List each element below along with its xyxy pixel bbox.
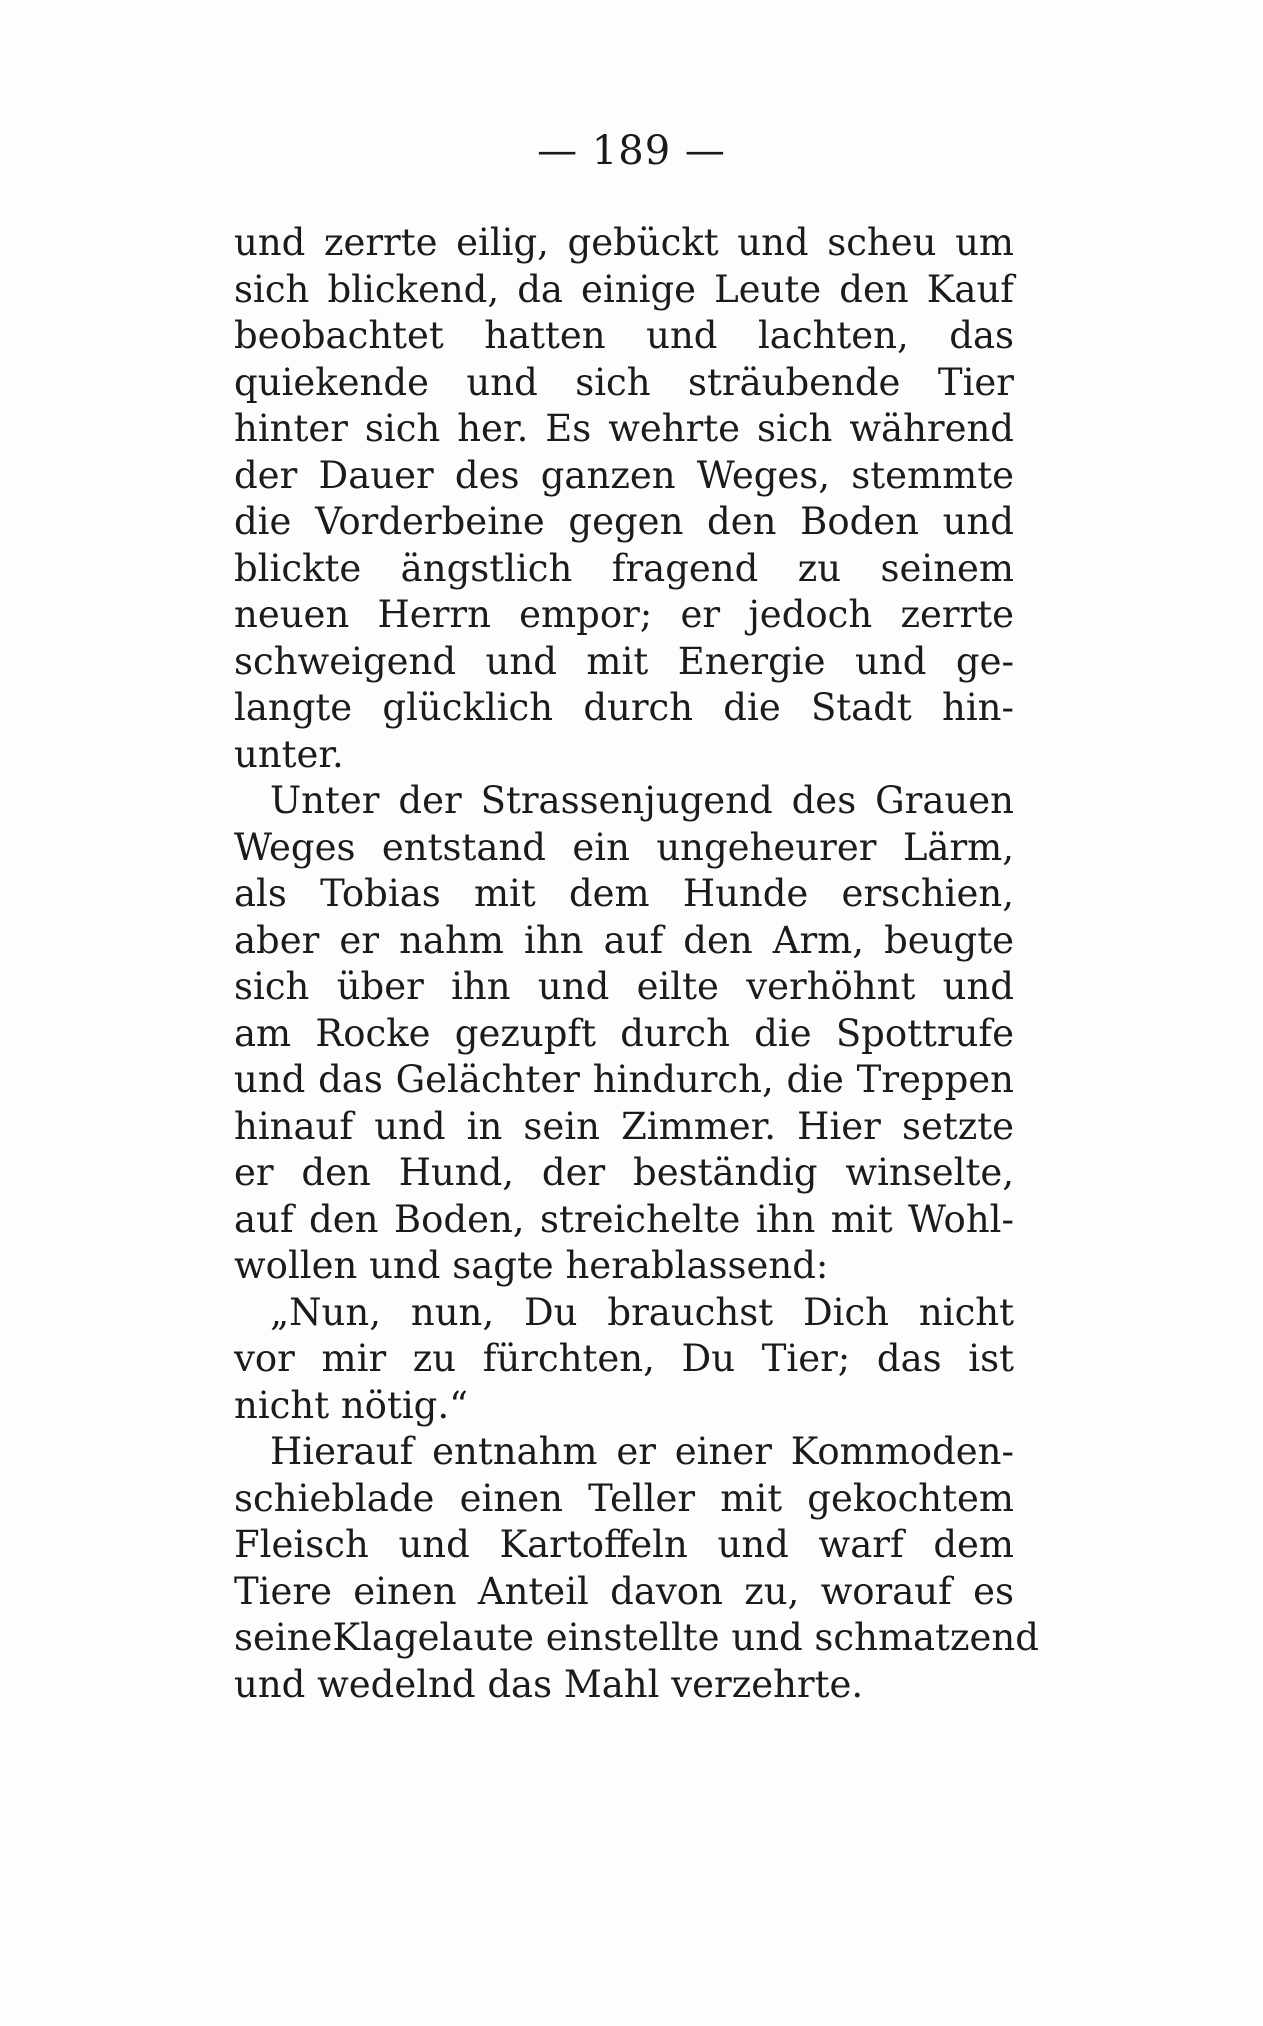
text-line: und wedelnd das Mahl verzehrte. (234, 1662, 864, 1706)
text-line: beobachtet hatten und lachten, das (234, 314, 1014, 357)
text-line: Fleisch und Kartoffeln und warf dem (234, 1523, 1014, 1566)
paragraph-1 (234, 220, 1014, 778)
text-line: der Dauer des ganzen Weges, stemmte (234, 453, 1014, 497)
text-line: blickte ängstlich fragend zu seinem (234, 546, 1014, 590)
paragraph-4 (234, 1429, 1039, 1708)
text-line: als Tobias mit dem Hunde erschien, (234, 872, 1014, 915)
text-line: schweigend und mit Energie und ge- (234, 639, 1014, 683)
text-line: unter. (234, 732, 344, 776)
paragraph-3 (234, 1290, 1014, 1430)
text-line: nicht nötig.“ (234, 1383, 469, 1427)
text-line: Hierauf entnahm er einer Kommoden- (270, 1430, 1014, 1473)
text-line: am Rocke gezupft durch die Spottrufe (234, 1011, 1014, 1055)
text-line: langte glücklich durch die Stadt hin- (234, 686, 1014, 729)
text-line: neuen Herrn empor; er jedoch zerrte (234, 593, 1014, 636)
text-line: Unter der Strassenjugend des Grauen (270, 779, 1014, 822)
text-line: und zerrte eilig, gebückt und scheu um (234, 221, 1014, 264)
text-line: wollen und sagte herablassend: (234, 1244, 829, 1287)
text-line: er den Hund, der beständig winselte, (234, 1151, 1014, 1194)
text-line: quiekende und sich sträubende Tier (234, 360, 1014, 404)
paragraph-2 (234, 778, 1014, 1290)
text-line: sich über ihn und eilte verhöhnt und (234, 965, 1014, 1008)
page-number: — 189 — (537, 128, 726, 174)
text-line: aber er nahm ihn auf den Arm, beugte (234, 918, 1014, 962)
text-line: hinter sich her. Es wehrte sich während (234, 407, 1014, 450)
text-line: Weges entstand ein ungeheurer Lärm, (234, 825, 1014, 869)
text-line: hinauf und in sein Zimmer. Hier setzte (234, 1104, 1014, 1148)
body-text (234, 220, 1039, 1708)
text-line: „Nun, nun, Du brauchst Dich nicht (270, 1290, 1014, 1334)
text-line: vor mir zu fürchten, Du Tier; das ist (234, 1337, 1014, 1380)
text-line: sich blickend, da einige Leute den Kauf (234, 267, 1014, 311)
text-line: seineKlagelaute einstellte und schmatzend (234, 1616, 1039, 1659)
text-line: auf den Boden, streichelte ihn mit Wohl- (234, 1197, 1014, 1241)
text-line: und das Gelächter hindurch, die Treppen (234, 1058, 1014, 1101)
text-line: die Vorderbeine gegen den Boden und (234, 500, 1014, 543)
text-line: schieblade einen Teller mit gekochtem (234, 1476, 1014, 1520)
text-line: Tiere einen Anteil davon zu, worauf es (234, 1569, 1014, 1613)
